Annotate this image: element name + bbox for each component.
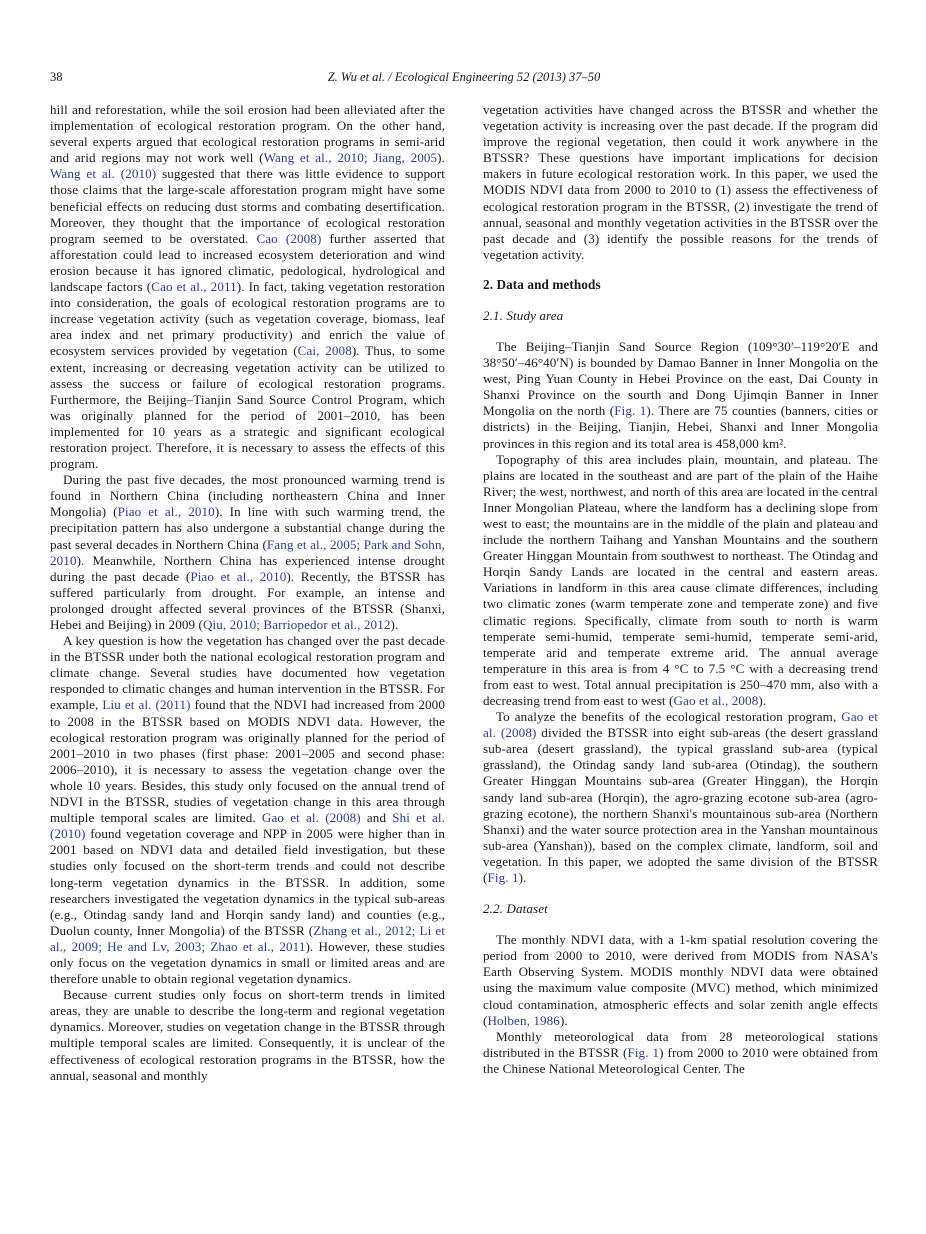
- citation-link[interactable]: Piao et al., 2010: [117, 504, 215, 520]
- paragraph: [483, 932, 878, 1029]
- text-run: ). Thus, to some extent, increasing or decreasing vegetation activity can be utilized to assess the success or failure of ecological restoration programs. Furthermore, the Beijing–Tianjin Sand Source Control Program, which was originally planned for the period of 2001–2010, has been implemented for 10 years as a strategic and significant ecological restoration project. Therefore, it is necessary to assess the effects of this program.: [50, 343, 445, 472]
- paragraph: [50, 987, 445, 1084]
- text-run: The Beijing–Tianjin Sand Source Region (109°30′–119°20′E and 38°50′–46°40′N) is bounded by Damao Banner in Inner Mongolia on the west, Ping Yuan County in Hebei Province on the east, Dai County in Shanxi Province on the sourth and Dong Ujimqin Banner in Inner Mongolia on the north (: [483, 338, 878, 419]
- text-run: The monthly NDVI data, with a 1-km spatial resolution covering the period from 2000 to 2010, were derived from MODIS from NASA's Earth Observing System. MODIS monthly NDVI data were obtained using the maximum value composite (MVC) method, which minimized cloud contamination, atmospheric effects and solar zenith angle effects (: [483, 932, 878, 1028]
- citation-link[interactable]: Cao (2008): [256, 230, 322, 246]
- citation-link[interactable]: Wang et al. (2010): [50, 166, 157, 182]
- text-run: ). There are 75 counties (banners, cities or districts) in the Beijing, Tianjin, Hebei, Shanxi and Inner Mongolia provinces in this region and its total area is 458,000 km².: [483, 403, 878, 451]
- text-run: ) from 2000 to 2010 were obtained from the Chinese National Meteorological Center. The: [483, 1044, 878, 1076]
- left-column: [50, 102, 445, 1084]
- citation-link[interactable]: Cao et al., 2011: [151, 279, 237, 295]
- text-run: ). In line with such warming trend, the precipitation pattern has also undergone a substantial change during the past several decades in Northern China (: [50, 504, 445, 552]
- running-head-title: Z. Wu et al. / Ecological Engineering 52 (2013) 37–50: [327, 70, 601, 84]
- text-run: found that the NDVI had increased from 2000 to 2008 in the BTSSR based on MODIS NDVI data. However, the ecological restoration program was originally planned for the period of 2001–2010 in two phases (first phase: 2001–2005 and second phase: 2006–2010), it is necessary to assess the vegetation change over the whole 10 years. Besides, this study only focused on the annual trend of NDVI in the BTSSR, studies of vegetation change in this area through multiple temporal scales are limited.: [50, 697, 445, 826]
- citation-link[interactable]: Qiu, 2010; Barriopedor et al., 2012: [202, 617, 391, 632]
- citation-link[interactable]: Cai, 2008: [297, 343, 352, 359]
- text-run: further asserted that afforestation could lead to increased ecosystem deterioration and wind erosion because it has ignored climatic, pedological, hydrological and landscape factors (: [50, 230, 445, 295]
- text-run: To analyze the benefits of the ecological restoration program,: [496, 709, 842, 725]
- subsection-heading: 2.2. Dataset: [483, 901, 548, 917]
- text-run: Topography of this area includes plain, mountain, and plateau. The plains are located in the southeast and are part of the plain of the Haihe River; the west, northwest, and north of this area are located in the central Inner Mongolian Plateau, where the landform has a declining slope from west to east; the mountains are in the middle of the plain and plateau and include the northern Taihang and Yanshan Mountains and the southern Greater Hinggan Mountain from southwest to northeast. The Otindag and Horqin Sandy Lands are located in the central and eastern areas. Variations in landform in this area cause climate differences, including two climatic zones (warm temperate zone and temperate zone) and five climatic regions. Specifically, climate from south to north is warm temperate semi-humid, temperate semi-humid, temperate semi-arid, temperate arid and temperate extreme arid. The annual average temperature in this area is from 4 °C to 7.5 °C with a decreasing trend from east to west. Total annual precipitation is 250–470 mm, also with a decreasing trend from east to west (: [483, 451, 878, 708]
- citation-link[interactable]: Zhang et al., 2012; Li et al., 2009; He and Lv, 2003; Zhao et al., 2011: [50, 922, 445, 954]
- citation-link[interactable]: Fig. 1: [627, 1044, 660, 1060]
- text-run: ). In fact, taking vegetation restoration into consideration, the goals of ecological restoration programs are to increase vegetation activity (such as vegetation coverage, biomass, leaf area index and net primary productivity) and enrich the value of ecosystem services provided by vegetation (: [50, 279, 445, 359]
- paragraph: [483, 102, 878, 263]
- citation-link[interactable]: Fig. 1: [487, 870, 519, 886]
- citation-link[interactable]: Liu et al. (2011): [102, 697, 191, 713]
- paragraph: [483, 709, 878, 886]
- text-run: ).: [518, 870, 527, 886]
- citation-link[interactable]: Gao et al. (2008): [261, 810, 361, 826]
- text-run: ).: [437, 150, 445, 166]
- citation-link[interactable]: Fang et al., 2005; Park and Sohn, 2010: [50, 536, 445, 568]
- text-run: ).: [758, 693, 767, 708]
- subsection-heading: 2.1. Study area: [483, 307, 564, 323]
- two-column-body: [50, 102, 878, 1084]
- text-run: ).: [390, 617, 399, 632]
- text-run: and: [360, 810, 393, 826]
- text-run: Monthly meteorological data from 28 meteorological stations distributed in the BTSSR (: [483, 1028, 878, 1060]
- text-run: ). Recently, the BTSSR has suffered particularly from drought. For example, an intense and prolonged drought affected several provinces of the BTSSR (Shanxi, Hebei and Beijing) in 2009 (: [50, 568, 445, 632]
- text-run: suggested that there was little evidence to support those claims that the large-scale afforestation program might have some beneficial effects on reducing dust storms and combating desertification. Moreover, they thought that the importance of ecological restoration program seemed to be overstated.: [50, 166, 445, 246]
- section-heading: 2. Data and methods: [483, 276, 601, 292]
- text-run: ). However, these studies only focus on the vegetation dynamics in small or limited areas and are therefore unable to obtain regional vegetation dynamics.: [50, 938, 445, 987]
- paragraph: [483, 452, 878, 710]
- text-run: A key question is how the vegetation has changed over the past decade in the BTSSR under both the national ecological restoration program and climate change. Several studies have documented how vegetation responded to climatic changes and human intervention in the BTSSR. For example,: [50, 633, 445, 713]
- running-header: [50, 70, 878, 88]
- citation-link[interactable]: Fig. 1: [614, 403, 647, 419]
- text-run: During the past five decades, the most pronounced warming trend is found in Northern China (including northeastern China and Inner Mongolia) (: [50, 472, 445, 520]
- text-run: ).: [559, 1012, 568, 1028]
- citation-link[interactable]: Holben, 1986: [487, 1012, 560, 1028]
- text-run: found vegetation coverage and NPP in 2005 were higher than in 2001 based on NDVI data and detailed field investigation, but these studies only focused on the short-term trends and could not describe long-term vegetation dynamics in the BTSSR. In addition, some researchers investigated the vegetation dynamics in the typical sub-areas (e.g., Otindag sandy land and Horqin sandy land) and counties (e.g., Duolun county, Inner Mongolia) of the BTSSR (: [50, 826, 445, 938]
- citation-link[interactable]: Gao et al. (2008): [483, 709, 878, 741]
- paragraph: [483, 339, 878, 452]
- right-column: [483, 102, 878, 1084]
- paragraph: [483, 1029, 878, 1077]
- paragraph: [50, 102, 445, 472]
- page-number: 38: [50, 70, 63, 84]
- citation-link[interactable]: Wang et al., 2010; Jiang, 2005: [263, 150, 438, 166]
- text-run: vegetation activities have changed across the BTSSR and whether the vegetation activity is increasing over the past decade. If the program did improve the regional vegetation, then could it work anywhere in the BTSSR? These questions have important implications for decision makers in future ecological restoration work. In this paper, we used the MODIS NDVI data from 2000 to 2010 to (1) assess the effectiveness of ecological restoration program in the BTSSR, (2) investigate the trend of annual, seasonal and monthly vegetation activities in the BTSSR over the past decade and (3) identify the possible reasons for the trends of vegetation activity.: [483, 102, 878, 262]
- citation-link[interactable]: Gao et al., 2008: [673, 693, 759, 708]
- citation-link[interactable]: Piao et al., 2010: [190, 568, 287, 584]
- text-run: ). Meanwhile, Northern China has experienced intense drought during the past decade (: [50, 552, 445, 584]
- text-run: divided the BTSSR into eight sub-areas (the desert grassland sub-area (desert grassland), the typical grassland sub-area (typical grassland), the Otindag sandy land sub-area (Otindag), the southern Greater Hinggan Mountains sub-area (Greater Hinggan), the Horqin sandy land sub-area (Horqin), the agro-grazing ecotone sub-area (agro-grazing ecotone), the northern Shanxi's mountainous sub-area (Northern Shanxi) and the water source protection area in the Yanshan mountainous sub-area (Yanshan)), based on the complex climate, landform, soil and vegetation. In this paper, we adopted the same division of the BTSSR (: [483, 725, 878, 886]
- paragraph: [50, 633, 445, 987]
- text-run: hill and reforestation, while the soil erosion had been alleviated after the implementation of ecological restoration program. On the other hand, several experts argued that ecological restoration programs in semi-arid and arid regions may not work well (: [50, 102, 445, 166]
- citation-link[interactable]: Shi et al. (2010): [50, 810, 446, 842]
- text-run: Because current studies only focus on short-term trends in limited areas, they are unable to describe the long-term and regional vegetation dynamics. Moreover, studies on vegetation change in the BTSSR through multiple temporal scales are limited. Consequently, it is unclear of the effectiveness of ecological restoration programs in the BTSSR, how the annual, seasonal and monthly: [50, 987, 445, 1083]
- paragraph: [50, 472, 445, 633]
